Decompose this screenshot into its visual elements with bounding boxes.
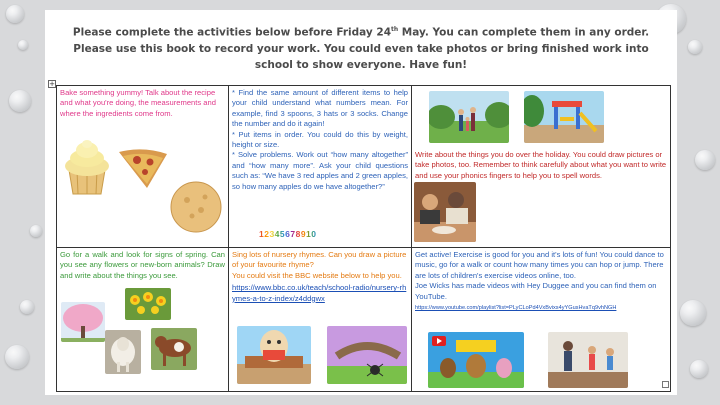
- water-drop: [680, 300, 706, 326]
- cupcake-image: [61, 140, 113, 196]
- pizza-slice-image: [117, 146, 169, 190]
- number-strip-label: 12345678910: [259, 229, 317, 239]
- resize-handle-icon[interactable]: [662, 381, 669, 388]
- cell-maths: [229, 86, 412, 248]
- hey-duggee-workout-image: [428, 332, 524, 388]
- blossom-tree-image: [61, 302, 105, 342]
- exercise-photo: [548, 332, 628, 388]
- cell-active: [412, 248, 670, 391]
- document-page: [45, 10, 677, 395]
- cell-rhymes: [229, 248, 412, 391]
- bbc-link[interactable]: https://www.bbc.co.uk/teach/school-radio/nursery-rhymes-a-to-z-index/z4ddgwx: [232, 283, 407, 303]
- playground-photo: [524, 91, 604, 143]
- water-drop: [688, 40, 702, 54]
- number-strip: [259, 229, 317, 239]
- youtube-link[interactable]: https://www.youtube.com/playlist?list=PLyCLoPd4VxBvixs4yYGusHvaTq9vhNGH: [415, 305, 617, 312]
- active-text: Get active! Exercise is good for you and it's lots of fun! You could dance to music, go for a walk or count how many times you can hop or jump. There are lots of children's exercise videos online, too. Joe Wicks has made videos with Hey Duggee and you can find them on YouTube.: [415, 250, 664, 301]
- family-walk-photo: [429, 91, 509, 143]
- activities-table: [56, 85, 671, 392]
- water-drop: [30, 225, 42, 237]
- instructions-heading: Please complete the activities below before Friday 24th May. You can complete them in any order. Please use this book to record your work. You could even take photos or bring finished work into school to show everyone. Have fun!: [72, 26, 650, 71]
- rhymes-text: Sing lots of nursery rhymes. Can you draw a picture of your favourite rhyme? You could visit the BBC website below to help you.: [232, 250, 407, 280]
- lamb-image: [105, 330, 141, 374]
- family-meal-photo: [414, 182, 476, 242]
- water-drop: [18, 40, 28, 50]
- humpty-dumpty-image: [237, 326, 311, 384]
- water-drop: [690, 360, 708, 378]
- move-handle-icon[interactable]: +: [49, 80, 55, 88]
- holiday-text: Write about the things you do over the holiday. You could draw pictures or take photos, too. Remember to think carefully about what you want to write and use your phonics fingers to help you to spell words.: [415, 150, 667, 180]
- water-drop: [9, 90, 31, 112]
- cell-holiday: [412, 86, 670, 248]
- water-drop: [5, 345, 29, 369]
- daffodils-image: [125, 288, 171, 320]
- spring-text: Go for a walk and look for signs of spring. Can you see any flowers or new-born animals? Draw and write about the things you see.: [60, 250, 225, 280]
- water-drop: [6, 5, 24, 23]
- water-drop: [20, 300, 34, 314]
- cookie-image: [167, 180, 225, 234]
- baking-text: Bake something yummy! Talk about the recipe and what you're doing, the measurements and where the ingredients come from.: [60, 88, 216, 118]
- calf-image: [151, 328, 197, 370]
- water-drop: [695, 150, 715, 170]
- spider-rhyme-image: [327, 326, 407, 384]
- cell-baking: [57, 86, 229, 248]
- cell-spring: [57, 248, 229, 391]
- maths-text: * Find the same amount of different items to help your child understand what numbers mean. For example, find 3 spoons, 3 hats or 3 socks. Change the number and do it again! * Put items in order. You could do this by weight, height or size. * Solve problems. Work out “how many altogether” and “how many more”. Ask your child questions such as: “We have 3 red apples and 2 green apples, so how many apples do we have altogether?”: [232, 88, 408, 191]
